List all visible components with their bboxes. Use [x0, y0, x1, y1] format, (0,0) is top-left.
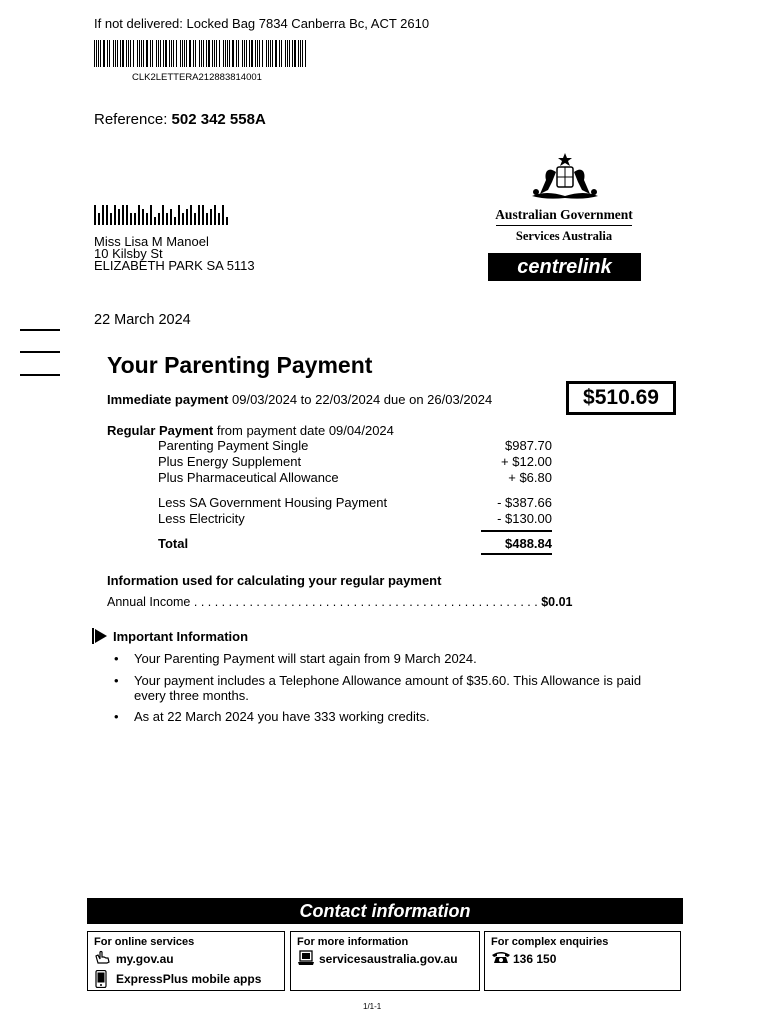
coat-of-arms-icon [526, 152, 604, 204]
barcode-bar [103, 40, 105, 67]
payment-row [158, 495, 552, 510]
barcode-bar [193, 40, 194, 67]
postal-bar [122, 205, 124, 225]
mygov-text: my.gov.au [116, 952, 174, 966]
reference-value: 502 342 558A [171, 111, 266, 128]
barcode-bar [216, 40, 217, 67]
postal-bar [222, 205, 224, 225]
gov-name: Australian Government [495, 207, 633, 222]
centrelink-logo: centrelink [488, 253, 641, 281]
barcode-bar [137, 40, 138, 67]
barcode-bar [184, 40, 185, 67]
postal-bar [138, 205, 140, 225]
postal-bar [194, 213, 196, 225]
barcode-bar [227, 40, 228, 67]
barcode-bar [94, 40, 95, 67]
income-label: Annual Income [107, 595, 191, 609]
postal-bar [130, 213, 132, 225]
reference-label: Reference: [94, 111, 168, 128]
reference [94, 111, 266, 128]
barcode-bar [146, 40, 148, 67]
row-value: - $387.66 [497, 495, 552, 510]
payment-row [158, 438, 552, 453]
barcode-bar [109, 40, 110, 67]
barcode-bar [199, 40, 200, 67]
contact-title: Contact information [87, 898, 683, 924]
contact-more-info [290, 931, 480, 991]
postal-bar [186, 209, 188, 225]
barcode-bar [289, 40, 290, 67]
fold-mark [20, 329, 60, 331]
barcode-bar [117, 40, 118, 67]
barcode-bar [257, 40, 258, 67]
income-value: $0.01 [541, 595, 573, 609]
postal-bar [134, 213, 136, 225]
postal-bar [98, 213, 100, 225]
total-row [158, 536, 552, 551]
contact-online [87, 931, 285, 991]
barcode-bar [244, 40, 245, 67]
more-heading: For more information [297, 936, 409, 948]
barcode-bar [186, 40, 187, 67]
barcode-bar [130, 40, 131, 67]
row-value: $987.70 [505, 438, 552, 453]
row-label: Parenting Payment Single [158, 438, 309, 453]
important-heading: Important Information [113, 629, 249, 644]
page-number: 1/1-1 [363, 1002, 382, 1011]
postal-bar [218, 213, 220, 225]
barcode-bar [251, 40, 253, 67]
barcode-bar [275, 40, 277, 67]
income-dots: . . . . . . . . . . . . . . . . . . . . . . . . . . . . . . . . . . . . . . . . . . . . . . . . . . [193, 595, 538, 609]
barcode-bar [156, 40, 157, 67]
postal-bar [118, 209, 120, 225]
postal-bar [174, 217, 176, 225]
postal-bar [158, 213, 160, 225]
postal-bar [162, 205, 164, 225]
phone-text: 136 150 [513, 952, 557, 966]
barcode-bar [120, 40, 121, 67]
barcode-bar [285, 40, 286, 67]
postal-bar [114, 205, 116, 225]
annual-income-row [107, 595, 591, 609]
bullet-dot: • [114, 651, 119, 666]
contact-complex [484, 931, 681, 991]
row-value: + $6.80 [508, 470, 552, 485]
total-rule-top [481, 530, 552, 532]
phone-link[interactable] [491, 950, 674, 968]
fold-mark [20, 351, 60, 353]
barcode-bar [238, 40, 239, 67]
regular-payment [107, 423, 394, 438]
barcode-bar [189, 40, 191, 67]
postal-bar [110, 213, 112, 225]
apps-text: ExpressPlus mobile apps [116, 972, 262, 986]
logo-divider [496, 225, 632, 226]
barcode-bar [141, 40, 142, 67]
postal-bar [178, 205, 180, 225]
recipient-street: 10 Kilsby St [94, 246, 163, 261]
recipient-name: Miss Lisa M Manoel [94, 234, 209, 249]
laptop-icon [297, 950, 315, 968]
barcode-bar [158, 40, 159, 67]
barcode-bar [272, 40, 273, 67]
row-value: - $130.00 [497, 511, 552, 526]
barcode-bar [182, 40, 183, 67]
barcode-bar [219, 40, 220, 67]
barcode-bar [302, 40, 303, 67]
barcode-bar [242, 40, 243, 67]
postal-bar [126, 205, 128, 225]
barcode-bar [160, 40, 161, 67]
barcode-bar [281, 40, 282, 67]
postal-bar [182, 213, 184, 225]
row-label: Plus Energy Supplement [158, 454, 302, 469]
barcode-bar [300, 40, 301, 67]
telephone-icon [491, 950, 509, 968]
barcode-bar [176, 40, 177, 67]
barcode-bar [113, 40, 114, 67]
postal-bar [190, 205, 192, 225]
postal-bar [150, 205, 152, 225]
barcode-bar [139, 40, 140, 67]
barcode-bar [195, 40, 196, 67]
barcode-bar [96, 40, 97, 67]
barcode-bar [232, 40, 234, 67]
barcode-bar [270, 40, 271, 67]
barcode-bar [100, 40, 101, 67]
info-heading: Information used for calculating your regular payment [107, 573, 442, 588]
online-link-apps[interactable] [94, 970, 278, 988]
payment-row [158, 454, 552, 469]
barcode-bar [128, 40, 129, 67]
postal-bar [166, 213, 168, 225]
barcode-bar [122, 40, 124, 67]
barcode-bar [150, 40, 151, 67]
barcode-bar [165, 40, 167, 67]
important-bullet: Your payment includes a Telephone Allowance amount of $35.60. This Allowance is paid every three months. [134, 673, 642, 703]
postal-bar [154, 217, 156, 225]
immediate-label: Immediate payment [107, 392, 229, 407]
barcode-bar [298, 40, 299, 67]
barcode-bar [262, 40, 263, 67]
total-value: $488.84 [505, 536, 552, 551]
barcode-bar [266, 40, 267, 67]
more-link[interactable] [297, 950, 473, 968]
postal-bar [214, 205, 216, 225]
barcode-bar [203, 40, 204, 67]
postal-barcode [94, 205, 230, 227]
postal-bar [106, 205, 108, 225]
row-label: Plus Pharmaceutical Allowance [158, 470, 339, 485]
barcode-bar [236, 40, 237, 67]
barcode-bar [212, 40, 213, 67]
barcode-bar [292, 40, 293, 67]
barcode-bar [169, 40, 170, 67]
postal-bar [198, 205, 200, 225]
postal-bar [146, 213, 148, 225]
return-address: If not delivered: Locked Bag 7834 Canberra Bc, ACT 2610 [94, 16, 430, 31]
barcode-bar [133, 40, 134, 67]
postal-bar [226, 217, 228, 225]
barcode-bar [107, 40, 108, 67]
row-value: + $12.00 [501, 454, 552, 469]
letter-date: 22 March 2024 [94, 312, 191, 328]
barcode-bar [206, 40, 207, 67]
row-label: Less SA Government Housing Payment [158, 495, 388, 510]
regular-label: Regular Payment [107, 423, 214, 438]
barcode-bar [229, 40, 230, 67]
page-title: Your Parenting Payment [107, 352, 373, 378]
postal-bar [206, 213, 208, 225]
agency-name: Services Australia [515, 229, 613, 243]
barcode-bar [201, 40, 202, 67]
immediate-text: 09/03/2024 to 22/03/2024 due on 26/03/2024 [232, 392, 493, 407]
barcode-text: CLK2LETTERA212883814001 [132, 72, 262, 83]
barcode-bar [246, 40, 247, 67]
barcode-bar [305, 40, 306, 67]
recipient-suburb: ELIZABETH PARK SA 5113 [94, 258, 255, 273]
barcode-bar [259, 40, 260, 67]
barcode-bar [294, 40, 296, 67]
postal-bar [142, 209, 144, 225]
barcode-bar [152, 40, 153, 67]
postal-bar [210, 209, 212, 225]
online-heading: For online services [94, 936, 195, 948]
payment-row [158, 470, 552, 485]
more-text: servicesaustralia.gov.au [319, 952, 458, 966]
immediate-amount: $510.69 [566, 381, 676, 415]
barcode-bar [143, 40, 144, 67]
barcode-bar [249, 40, 250, 67]
total-rule-bottom [481, 553, 552, 555]
payment-row [158, 511, 552, 526]
recipient-address [94, 236, 255, 272]
important-bullet: As at 22 March 2024 you have 333 working credits. [134, 709, 430, 724]
mobile-phone-icon [94, 970, 112, 988]
barcode-bar [115, 40, 116, 67]
postal-bar [94, 205, 96, 225]
postal-bar [202, 205, 204, 225]
total-label: Total [158, 536, 189, 551]
barcode-bar [287, 40, 288, 67]
barcode-bar [223, 40, 224, 67]
barcode-bar [225, 40, 226, 67]
row-label: Less Electricity [158, 511, 245, 526]
fold-mark [20, 374, 60, 376]
important-bullet: Your Parenting Payment will start again from 9 March 2024. [134, 651, 477, 666]
postal-bar [170, 209, 172, 225]
online-link-mygov[interactable] [94, 950, 278, 968]
bullet-dot: • [114, 673, 119, 688]
barcode-bar [255, 40, 256, 67]
barcode-bar [279, 40, 280, 67]
barcode-bar [126, 40, 127, 67]
complex-heading: For complex enquiries [491, 936, 609, 948]
barcode-bar [173, 40, 174, 67]
regular-text: from payment date 09/04/2024 [216, 423, 394, 438]
immediate-payment [107, 392, 492, 407]
barcode [94, 40, 312, 67]
barcode-bar [214, 40, 215, 67]
hand-pointer-icon [94, 950, 112, 968]
arrow-right-icon [92, 628, 108, 644]
barcode-bar [163, 40, 164, 67]
postal-bar [102, 205, 104, 225]
barcode-bar [268, 40, 269, 67]
barcode-bar [171, 40, 172, 67]
bullet-dot: • [114, 709, 119, 724]
barcode-bar [98, 40, 99, 67]
barcode-bar [180, 40, 181, 67]
barcode-bar [208, 40, 210, 67]
